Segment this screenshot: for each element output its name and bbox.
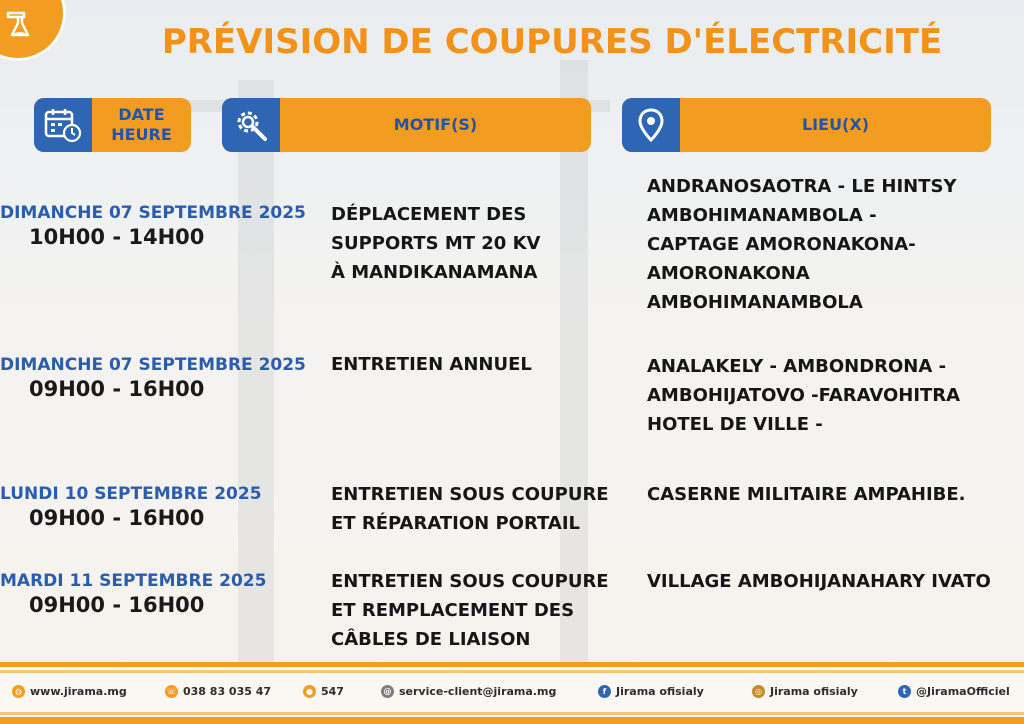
location-pin-icon <box>622 98 680 152</box>
phone-icon: ☏ <box>166 687 177 696</box>
row-lieu: ANALAKELY - AMBONDRONA - AMBOHIJATOVO -FARAVOHITRA HOTEL DE VILLE - <box>647 356 961 435</box>
page-title: PRÉVISION DE COUPURES D'ÉLECTRICITÉ <box>161 22 943 62</box>
row-date-cell <box>0 484 262 530</box>
row-hours: 09H00 - 16H00 <box>29 506 205 530</box>
facebook-icon: f <box>598 685 611 698</box>
row-hours: 09H00 - 16H00 <box>29 377 205 401</box>
calendar-icon <box>34 98 92 152</box>
footer-facebook[interactable]: f Jirama ofisialy <box>598 685 704 698</box>
header-date-label: DATE HEURE <box>111 105 172 144</box>
row-date: DIMANCHE 07 SEPTEMBRE 2025 <box>0 355 306 375</box>
row-motif: ENTRETIEN SOUS COUPURE ET REMPLACEMENT DES CÂBLES DE LIAISON <box>331 571 609 650</box>
header-date <box>34 98 191 152</box>
header-lieu-label: LIEU(X) <box>801 115 870 134</box>
footer-instagram[interactable]: ◎ Jirama ofisialy <box>752 685 858 698</box>
header-motif-label: MOTIF(S) <box>393 115 478 134</box>
instagram-icon: ◎ <box>752 685 765 698</box>
row-date-cell <box>0 571 266 617</box>
row-motif: DÉPLACEMENT DES SUPPORTS MT 20 KV À MANDIKANAMANA <box>331 204 541 283</box>
row-lieu: ANDRANOSAOTRA - LE HINTSY AMBOHIMANAMBOLA - CAPTAGE AMORONAKONA- AMORONAKONA AMBOHIMANAMBOLA <box>647 176 957 313</box>
footer-email[interactable]: @ service-client@jirama.mg <box>381 685 556 698</box>
row-date-cell <box>0 203 306 249</box>
header-lieu <box>622 98 991 152</box>
row-date: MARDI 11 SEPTEMBRE 2025 <box>0 571 267 591</box>
row-date: DIMANCHE 07 SEPTEMBRE 2025 <box>0 203 306 223</box>
footer-stripe <box>0 670 1024 673</box>
footer-twitter[interactable]: t @JiramaOfficiel <box>898 685 1010 698</box>
mail-icon: @ <box>381 685 394 698</box>
footer-phone[interactable]: ☏ 038 83 035 47 <box>166 685 272 698</box>
person-icon: ● <box>303 685 316 698</box>
footer-hotline[interactable]: ● 547 <box>303 685 344 698</box>
gear-wrench-icon <box>222 98 280 152</box>
footer-stripe <box>0 717 1024 724</box>
row-hours: 10H00 - 14H00 <box>29 225 205 249</box>
footer-stripe <box>0 712 1024 715</box>
twitter-icon: t <box>898 685 911 698</box>
footer-website[interactable]: ◍ www.jirama.mg <box>12 685 127 698</box>
footer-stripe <box>0 662 1024 667</box>
row-lieu: CASERNE MILITAIRE AMPAHIBE. <box>647 484 966 505</box>
row-date: LUNDI 10 SEPTEMBRE 2025 <box>0 484 262 504</box>
row-motif: ENTRETIEN ANNUEL <box>331 354 532 375</box>
header-motif <box>222 98 591 152</box>
row-date-cell <box>0 355 306 401</box>
row-lieu: VILLAGE AMBOHIJANAHARY IVATO <box>647 571 991 592</box>
row-motif: ENTRETIEN SOUS COUPURE ET RÉPARATION PORTAIL <box>331 484 609 534</box>
row-hours: 09H00 - 16H00 <box>29 593 205 617</box>
globe-icon: ◍ <box>12 685 25 698</box>
